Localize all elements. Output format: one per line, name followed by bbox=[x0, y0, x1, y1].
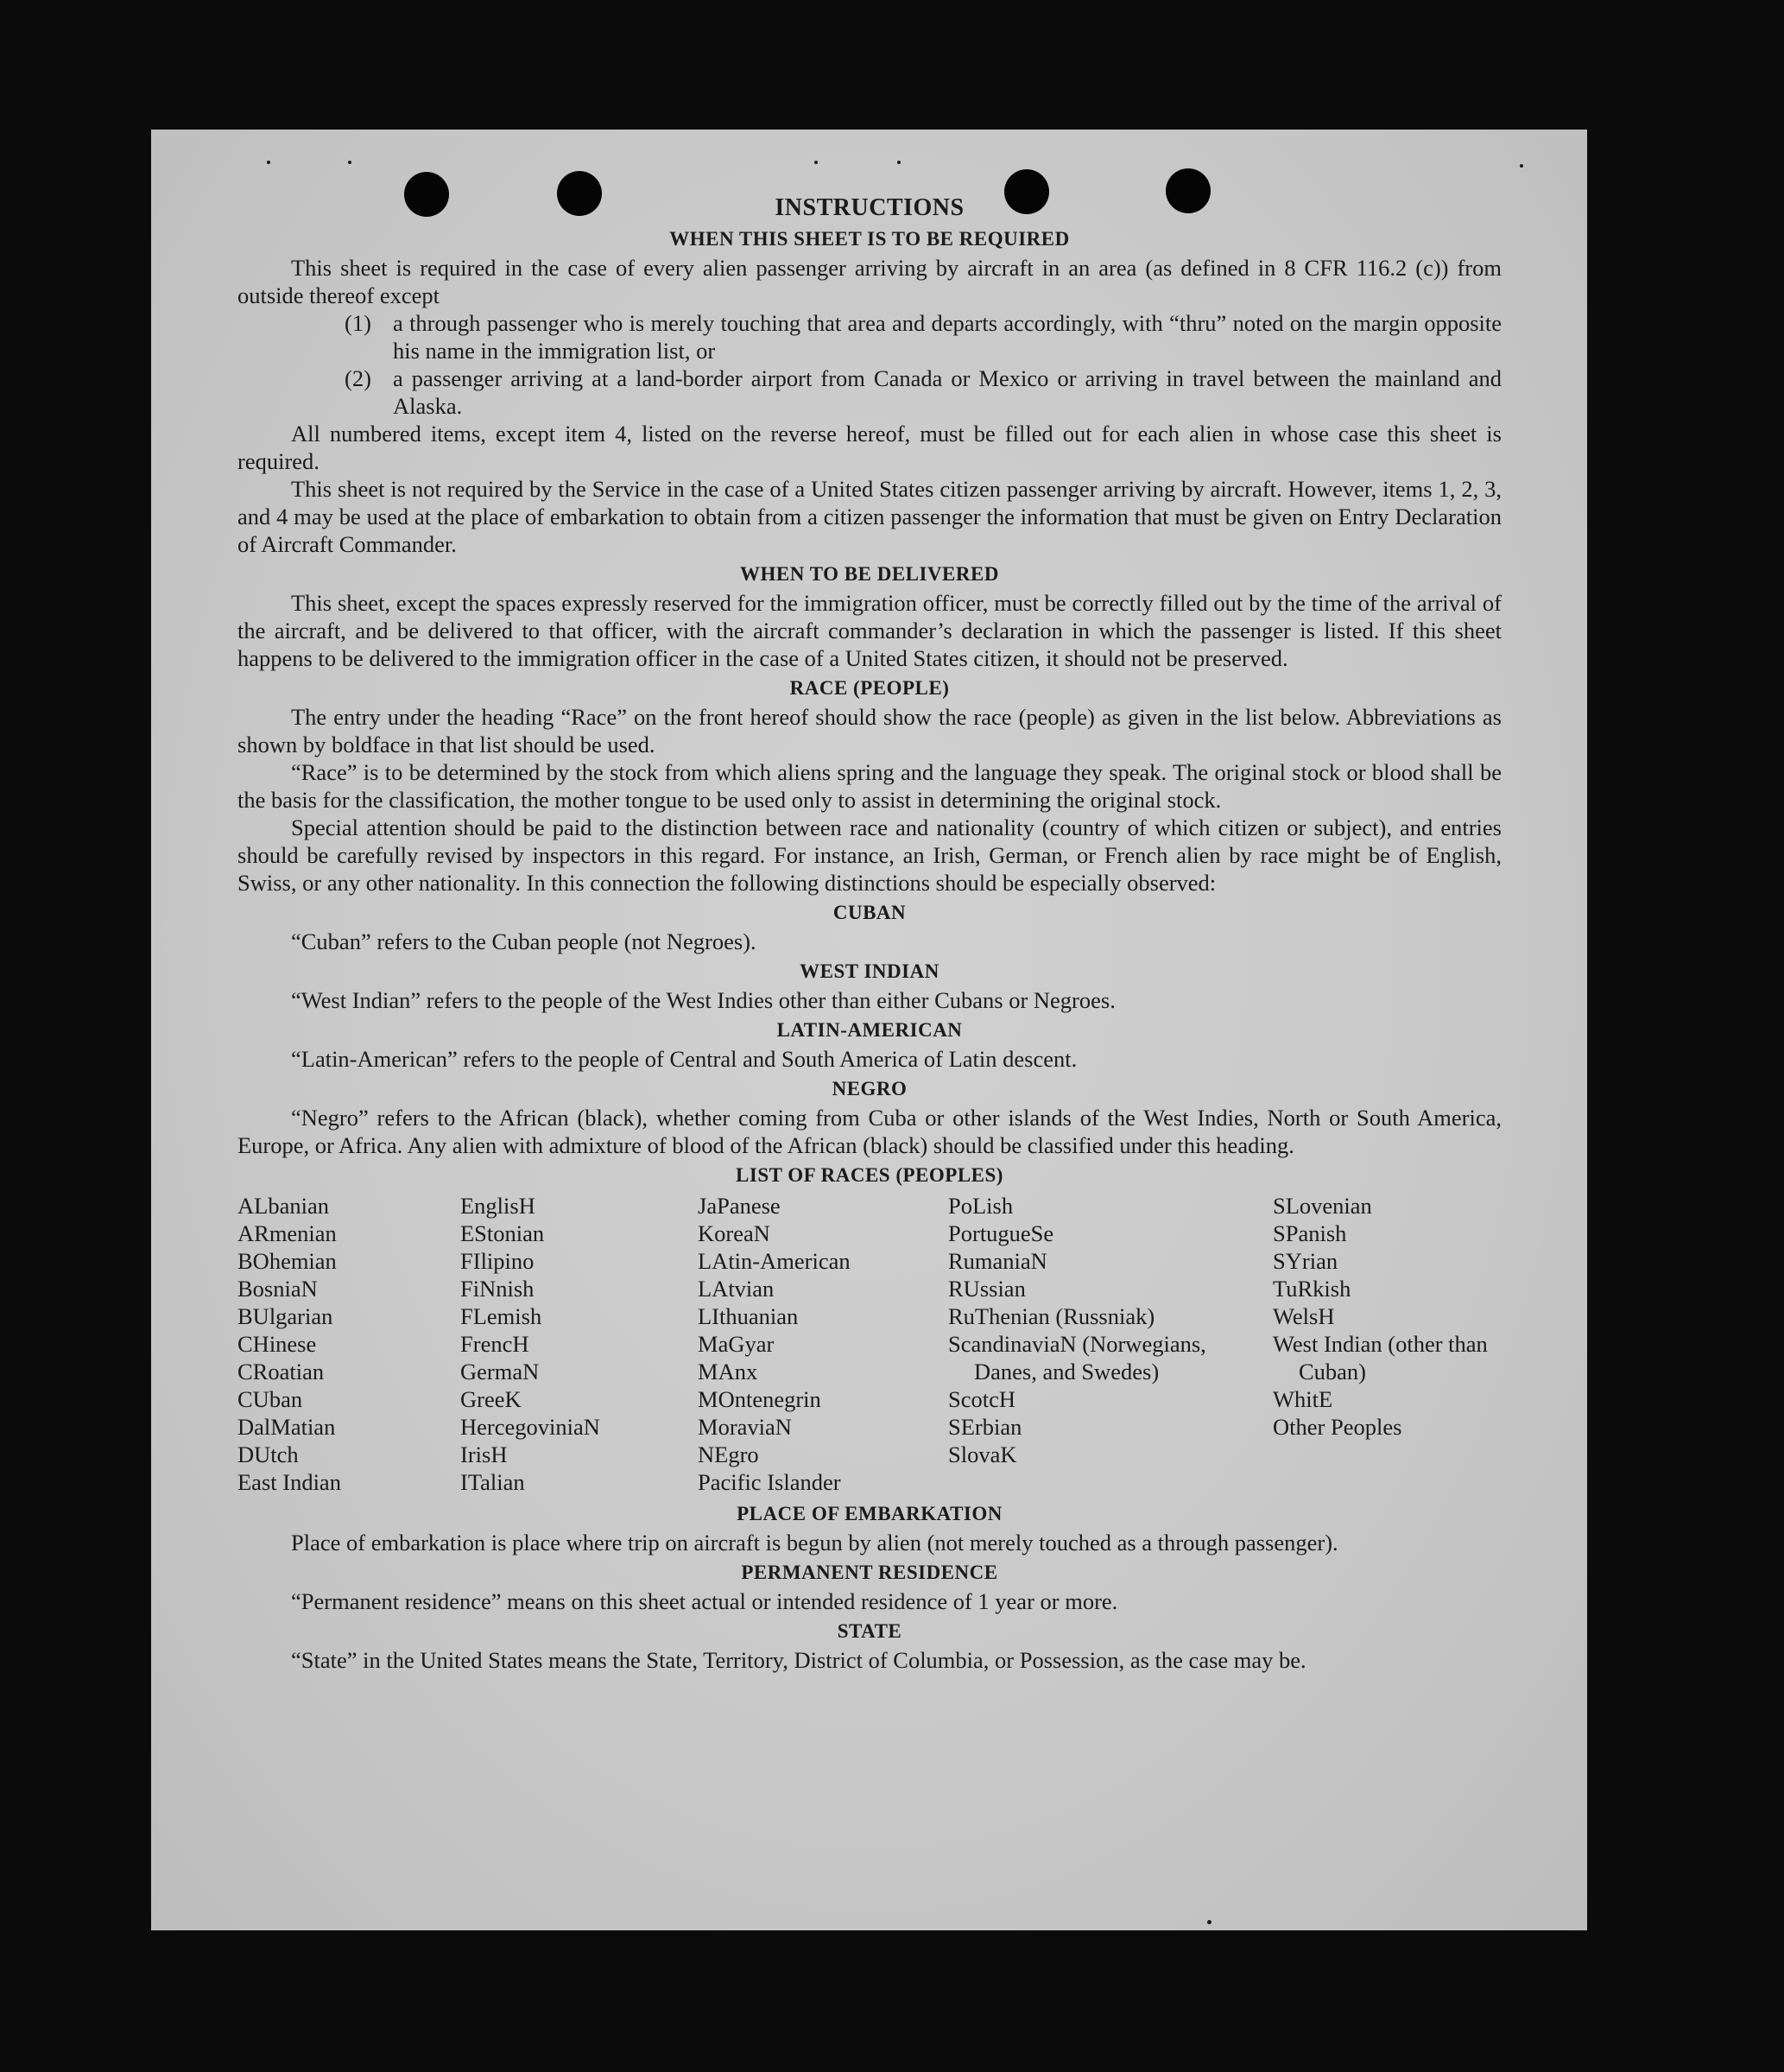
section-heading: PERMANENT RESIDENCE bbox=[741, 1562, 998, 1583]
race-item: LAtvian bbox=[698, 1276, 775, 1302]
section-heading: STATE bbox=[837, 1620, 902, 1642]
paragraph: Special attention should be paid to the distinction between race and nationality (country of which citizen or subject), and entries should be carefully revised by inspectors in this regard. For instance, an Irish, German, or French alien by race might be of English, Swiss, or any other nationality. In this connection the following distinctions should be especially observed: bbox=[237, 814, 1502, 896]
race-item: BosniaN bbox=[237, 1276, 318, 1302]
speck bbox=[267, 161, 270, 164]
race-item: TuRkish bbox=[1273, 1276, 1351, 1302]
race-item: RuThenian (Russniak) bbox=[948, 1303, 1155, 1329]
race-item: WelsH bbox=[1273, 1303, 1335, 1329]
race-item: BOhemian bbox=[237, 1248, 337, 1274]
race-item: ScotcH bbox=[948, 1386, 1016, 1412]
race-item: ALbanian bbox=[237, 1193, 329, 1219]
item-number: (1) bbox=[345, 310, 371, 336]
race-column bbox=[1273, 1192, 1502, 1496]
race-item: ARmenian bbox=[237, 1220, 337, 1246]
race-item: ITalian bbox=[460, 1469, 525, 1495]
race-item: Pacific Islander bbox=[698, 1469, 841, 1495]
race-item: LIthuanian bbox=[698, 1303, 799, 1329]
race-item: PoLish bbox=[948, 1193, 1014, 1219]
section-heading: LIST OF RACES (PEOPLES) bbox=[736, 1164, 1003, 1186]
paragraph: “Negro” refers to the African (black), whether coming from Cuba or other islands of the West Indies, North or South America, Europe, or Africa. Any alien with admixture of blood of the African (black) should be classified under this heading. bbox=[237, 1105, 1502, 1158]
item-text: a passenger arriving at a land-border airport from Canada or Mexico or arriving in travel between the mainland and Alaska. bbox=[393, 365, 1502, 419]
paragraph: “Latin-American” refers to the people of Central and South America of Latin descent. bbox=[291, 1046, 1078, 1072]
race-item: SYrian bbox=[1273, 1248, 1338, 1274]
instructions-text bbox=[237, 193, 1502, 1674]
race-item: MOntenegrin bbox=[698, 1386, 821, 1412]
race-item: FIlipino bbox=[460, 1248, 535, 1274]
race-column bbox=[948, 1192, 1273, 1496]
race-item: CRoatian bbox=[237, 1359, 325, 1385]
paragraph: “Permanent residence” means on this sheet actual or intended residence of 1 year or more. bbox=[291, 1588, 1118, 1614]
race-item: MaGyar bbox=[698, 1331, 775, 1357]
race-item: DalMatian bbox=[237, 1414, 336, 1440]
race-item: RumaniaN bbox=[948, 1248, 1047, 1274]
race-item: JaPanese bbox=[698, 1193, 781, 1219]
race-item: BUlgarian bbox=[237, 1303, 333, 1329]
race-item: EnglisH bbox=[460, 1193, 535, 1219]
race-item: East Indian bbox=[237, 1469, 341, 1495]
race-item: EStonian bbox=[460, 1220, 545, 1246]
race-item: LAtin-American bbox=[698, 1248, 851, 1274]
race-item: WhitE bbox=[1273, 1386, 1333, 1412]
section-heading: NEGRO bbox=[832, 1078, 908, 1099]
document-title: INSTRUCTIONS bbox=[775, 194, 965, 221]
section-heading: WHEN TO BE DELIVERED bbox=[740, 563, 999, 585]
race-item: FrencH bbox=[460, 1331, 529, 1357]
paragraph: “West Indian” refers to the people of the West Indies other than either Cubans or Negroes. bbox=[291, 987, 1116, 1013]
race-item: FiNnish bbox=[460, 1276, 535, 1302]
race-item: West Indian (other than Cuban) bbox=[1273, 1331, 1488, 1385]
race-item: DUtch bbox=[237, 1442, 299, 1467]
section-heading: WEST INDIAN bbox=[800, 960, 939, 982]
race-item: CHinese bbox=[237, 1331, 317, 1357]
race-list bbox=[237, 1192, 1502, 1496]
paragraph: The entry under the heading “Race” on the front hereof should show the race (people) as given in the list below. Abbreviations as shown by boldface in that list should be used. bbox=[237, 704, 1502, 757]
paragraph: “Cuban” refers to the Cuban people (not Negroes). bbox=[291, 928, 756, 954]
section-heading: LATIN-AMERICAN bbox=[776, 1019, 963, 1041]
section-heading: WHEN THIS SHEET IS TO BE REQUIRED bbox=[669, 228, 1070, 250]
paragraph: All numbered items, except item 4, listed on the reverse hereof, must be filled out for each alien in whose case this sheet is required. bbox=[237, 421, 1502, 474]
race-item: MoraviaN bbox=[698, 1414, 792, 1440]
race-column bbox=[698, 1192, 948, 1496]
speck bbox=[1207, 1920, 1211, 1924]
numbered-item bbox=[237, 309, 1502, 364]
item-text: a through passenger who is merely touching that area and departs accordingly, with “thru” noted on the margin opposite his name in the immigration list, or bbox=[393, 310, 1502, 364]
speck bbox=[1520, 164, 1523, 168]
race-item: RUssian bbox=[948, 1276, 1026, 1302]
speck bbox=[897, 161, 901, 164]
race-item: FLemish bbox=[460, 1303, 542, 1329]
speck bbox=[814, 161, 818, 164]
race-column bbox=[460, 1192, 698, 1496]
paragraph: “Race” is to be determined by the stock from which aliens spring and the language they speak. The original stock or blood shall be the basis for the classification, the mother tongue to be used only to assist in determining the original stock. bbox=[237, 759, 1502, 813]
race-column bbox=[237, 1192, 460, 1496]
paragraph: “State” in the United States means the State, Territory, District of Columbia, or Possession, as the case may be. bbox=[291, 1647, 1306, 1673]
race-item: PortugueSe bbox=[948, 1220, 1054, 1246]
race-item: GreeK bbox=[460, 1386, 522, 1412]
race-item: SPanish bbox=[1273, 1220, 1347, 1246]
paragraph: This sheet is not required by the Service in the case of a United States citizen passenger arriving by aircraft. However, items 1, 2, 3, and 4 may be used at the place of embarkation to obtain from a citizen passenger the information that must be given on Entry Declaration of Aircraft Commander. bbox=[237, 476, 1502, 557]
item-number: (2) bbox=[345, 365, 371, 391]
race-item: KoreaN bbox=[698, 1220, 770, 1246]
race-item: HercegoviniaN bbox=[460, 1414, 600, 1440]
race-item: SErbian bbox=[948, 1414, 1022, 1440]
paragraph: This sheet is required in the case of every alien passenger arriving by aircraft in an area (as defined in 8 CFR 116.2 (c)) from outside thereof except bbox=[237, 255, 1502, 308]
section-heading: RACE (PEOPLE) bbox=[789, 677, 950, 699]
race-item: CUban bbox=[237, 1386, 303, 1412]
race-item: SLovenian bbox=[1273, 1193, 1372, 1219]
race-item: MAnx bbox=[698, 1359, 758, 1385]
paragraph: Place of embarkation is place where trip on aircraft is begun by alien (not merely touched as a through passenger). bbox=[291, 1530, 1338, 1556]
numbered-item bbox=[237, 364, 1502, 420]
race-item: ScandinaviaN (Norwegians, Danes, and Swedes) bbox=[948, 1331, 1206, 1385]
speck bbox=[348, 161, 351, 164]
section-heading: PLACE OF EMBARKATION bbox=[737, 1503, 1003, 1524]
race-item: Other Peoples bbox=[1273, 1414, 1402, 1440]
race-item: SlovaK bbox=[948, 1442, 1017, 1467]
paragraph: This sheet, except the spaces expressly reserved for the immigration officer, must be correctly filled out by the time of the arrival of the aircraft, and be delivered to that officer, with the aircraft commander’s declaration in which the passenger is listed. If this sheet happens to be delivered to the immigration officer in the case of a United States citizen, it should not be preserved. bbox=[237, 590, 1502, 671]
race-item: IrisH bbox=[460, 1442, 508, 1467]
race-item: NEgro bbox=[698, 1442, 759, 1467]
document-sheet bbox=[151, 130, 1587, 1930]
section-heading: CUBAN bbox=[832, 902, 907, 923]
race-item: GermaN bbox=[460, 1359, 540, 1385]
